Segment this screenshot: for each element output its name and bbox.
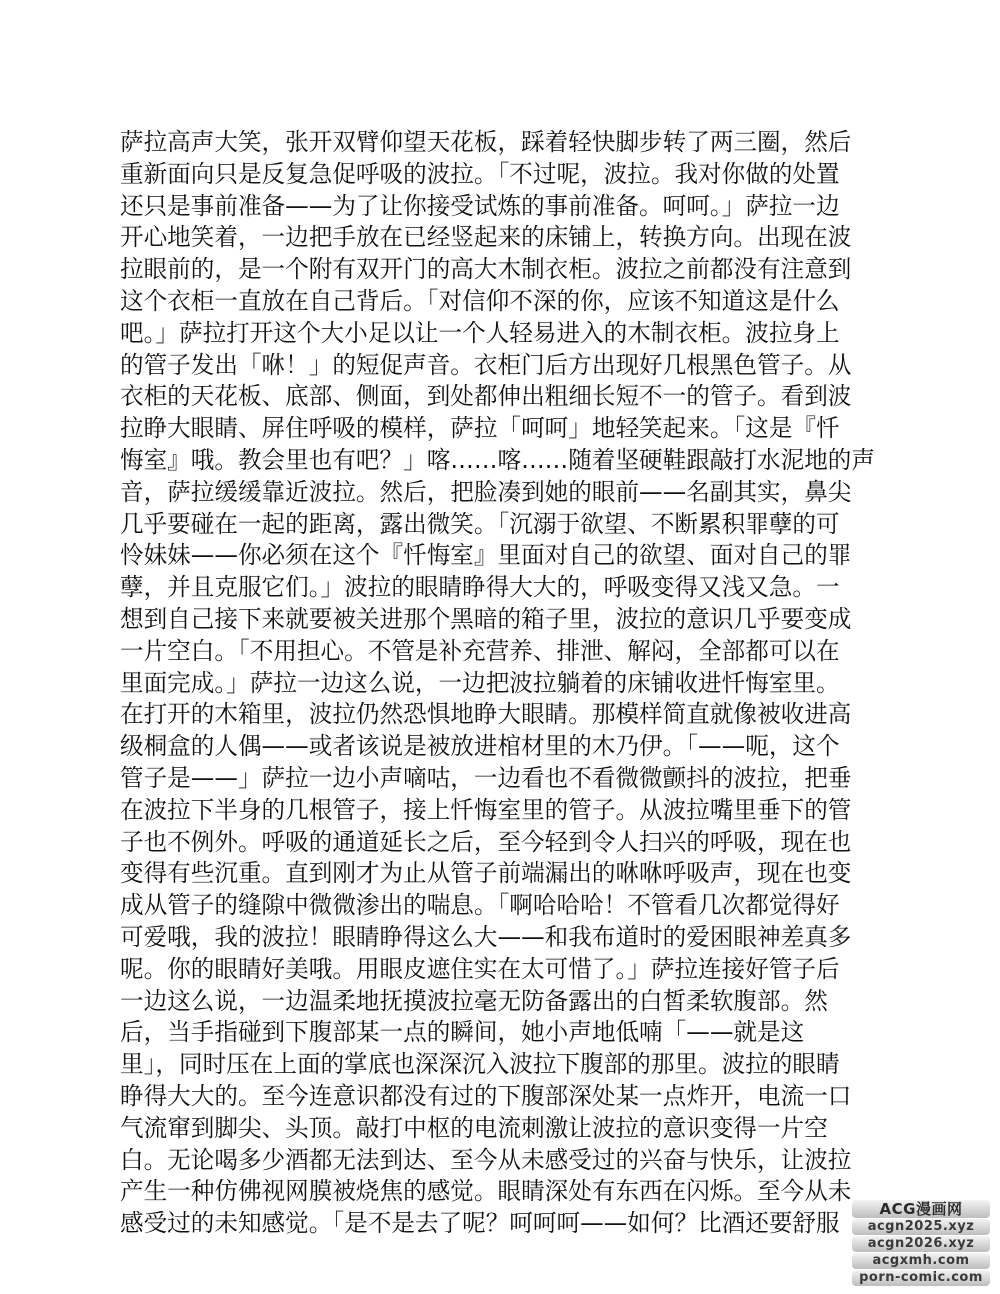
text-line: 重新面向只是反复急促呼吸的波拉。「不过呢，波拉。我对你做的处置 [120, 159, 840, 188]
text-line: 在打开的木箱里，波拉仍然恐惧地睁大眼睛。那模样简直就像被收进高 [120, 700, 852, 729]
text-line: 产生一种仿佛视网膜被烧焦的感觉。眼睛深处有东西在闪烁。至今从未 [120, 1177, 852, 1206]
text-line: 级桐盒的人偶——或者该说是被放进棺材里的木乃伊。「——呃，这个 [120, 732, 840, 761]
text-line: 后，当手指碰到下腹部某一点的瞬间，她小声地低喃「——就是这 [120, 1018, 805, 1047]
text-line: 子也不例外。呼吸的通道延长之后，至今轻到令人扫兴的呼吸，现在也 [120, 827, 852, 856]
body-text [120, 127, 880, 1240]
text-line: 这个衣柜一直放在自己背后。「对信仰不深的你，应该不知道这是什么 [120, 286, 840, 315]
watermark-url: acgn2025.xyz [852, 1219, 990, 1235]
text-line: 成从管子的缝隙中微微渗出的喘息。「啊哈哈哈！不管看几次都觉得好 [120, 891, 840, 920]
text-line: 一边这么说，一边温柔地抚摸波拉毫无防备露出的白皙柔软腹部。然 [120, 986, 828, 1015]
text-line: 拉睁大眼睛、屏住呼吸的模样，萨拉「呵呵」地轻笑起来。「这是『忏 [120, 414, 840, 443]
text-line: 白。无论喝多少酒都无法到达、至今从未感受过的兴奋与快乐，让波拉 [120, 1145, 852, 1174]
text-line: 萨拉高声大笑，张开双臂仰望天花板，踩着轻快脚步转了两三圈，然后 [120, 128, 852, 156]
text-line: 管子是——」萨拉一边小声嘀咕，一边看也不看微微颤抖的波拉，把垂 [120, 763, 852, 792]
text-line: 感受过的未知感觉。「是不是去了呢？呵呵呵——如何？比酒还要舒服 [120, 1209, 840, 1238]
text-line: 一片空白。「不用担心。不管是补充营养、排泄、解闷，全部都可以在 [120, 636, 840, 665]
text-line: 孽，并且克服它们。」波拉的眼睛睁得大大的，呼吸变得又浅又急。一 [120, 573, 840, 602]
text-line: 在波拉下半身的几根管子，接上忏悔室里的管子。从波拉嘴里垂下的管 [120, 795, 852, 824]
watermark [852, 1199, 990, 1286]
text-line: 拉眼前的，是一个附有双开门的高大木制衣柜。波拉之前都没有注意到 [120, 255, 852, 284]
text-line: 睁得大大的。至今连意识都没有过的下腹部深处某一点炸开，电流一口 [120, 1081, 852, 1110]
watermark-url: acgxmh.com [852, 1253, 990, 1269]
watermark-site-name: ACG漫画网 [852, 1200, 990, 1218]
watermark-url: porn-comic.com [852, 1270, 990, 1286]
text-line: 吧。」萨拉打开这个大小足以让一个人轻易进入的木制衣柜。波拉身上 [120, 318, 840, 347]
text-line: 可爱哦，我的波拉！眼睛睁得这么大——和我布道时的爱困眼神差真多 [120, 922, 852, 951]
text-line: 怜妹妹——你必须在这个『忏悔室』里面对自己的欲望、面对自己的罪 [120, 541, 852, 570]
text-line: 悔室』哦。教会里也有吧？」喀……喀……随着坚硬鞋跟敲打水泥地的声 [120, 445, 875, 474]
text-line: 里面完成。」萨拉一边这么说，一边把波拉躺着的床铺收进忏悔室里。 [120, 668, 840, 697]
watermark-url: acgn2026.xyz [852, 1236, 990, 1252]
text-line: 呢。你的眼睛好美哦。用眼皮遮住实在太可惜了。」萨拉连接好管子后 [120, 954, 840, 983]
text-line: 的管子发出「咻！」的短促声音。衣柜门后方出现好几根黑色管子。从 [120, 350, 852, 379]
text-line: 想到自己接下来就要被关进那个黑暗的箱子里，波拉的意识几乎要变成 [120, 604, 852, 633]
text-line: 变得有些沉重。直到刚才为止从管子前端漏出的咻咻呼吸声，现在也变 [120, 859, 852, 888]
text-line: 里」，同时压在上面的掌底也深深沉入波拉下腹部的那里。波拉的眼睛 [120, 1050, 840, 1079]
text-line: 气流窜到脚尖、头顶。敲打中枢的电流刺激让波拉的意识变得一片空 [120, 1113, 828, 1142]
text-line: 音，萨拉缓缓靠近波拉。然后，把脸凑到她的眼前——名副其实，鼻尖 [120, 477, 852, 506]
text-line: 还只是事前准备——为了让你接受试炼的事前准备。呵呵。」萨拉一边 [120, 191, 840, 220]
text-line: 几乎要碰在一起的距离，露出微笑。「沉溺于欲望、不断累积罪孽的可 [120, 509, 840, 538]
text-line: 衣柜的天花板、底部、侧面，到处都伸出粗细长短不一的管子。看到波 [120, 382, 852, 411]
text-line: 开心地笑着，一边把手放在已经竖起来的床铺上，转换方向。出现在波 [120, 223, 852, 252]
